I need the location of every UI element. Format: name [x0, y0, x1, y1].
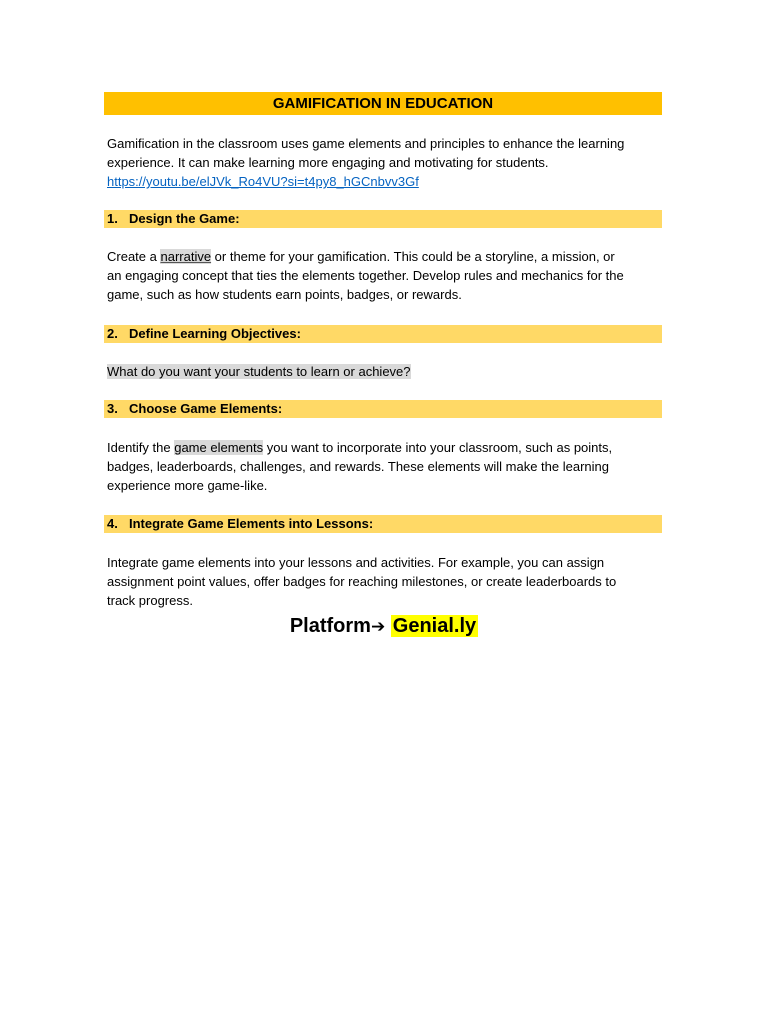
section-number: 3. — [107, 401, 118, 416]
right-arrow-icon: ➔ — [370, 617, 386, 637]
section-3-paragraph — [107, 438, 612, 495]
section-heading-4 — [104, 515, 662, 533]
text-segment: you want to incorporate into your classroom, such as points, — [263, 440, 613, 455]
section-4-paragraph — [107, 553, 616, 610]
section-number: 1. — [107, 211, 118, 226]
highlighted-game-elements: game elements — [174, 440, 264, 455]
paragraph-line — [107, 362, 411, 381]
paragraph-line: badges, leaderboards, challenges, and rewards. These elements will make the learning — [107, 459, 609, 474]
section-title: Choose Game Elements: — [129, 401, 283, 416]
paragraph-line — [107, 438, 612, 457]
document-title-text: GAMIFICATION IN EDUCATION — [272, 95, 494, 112]
platform-label: Platform — [289, 615, 371, 637]
section-title: Design the Game: — [129, 211, 240, 226]
platform-callout — [0, 612, 768, 641]
paragraph-line — [107, 247, 624, 266]
commented-word-narrative: narrative — [160, 249, 212, 264]
document-title — [104, 92, 662, 115]
paragraph-line: experience more game-like. — [107, 478, 268, 493]
text-segment: or theme for your gamification. This could be a storyline, a mission, or — [211, 249, 615, 264]
intro-line: Gamification in the classroom uses game elements and principles to enhance the learning — [107, 136, 625, 151]
paragraph-line: Integrate game elements into your lessons and activities. For example, you can assign — [107, 555, 605, 570]
text-segment: Identify the — [107, 440, 175, 455]
section-heading-2 — [104, 325, 662, 343]
section-number: 2. — [107, 326, 118, 341]
intro-line: experience. It can make learning more engaging and motivating for students. — [107, 155, 549, 170]
platform-name: Genial.ly — [392, 615, 477, 637]
section-1-paragraph — [107, 247, 624, 304]
section-title: Define Learning Objectives: — [129, 326, 301, 341]
paragraph-line: track progress. — [107, 593, 193, 608]
paragraph-line: game, such as how students earn points, badges, or rewards. — [107, 287, 462, 302]
intro-paragraph — [107, 134, 624, 191]
section-2-paragraph — [107, 362, 411, 381]
section-number: 4. — [107, 516, 118, 531]
section-heading-3 — [104, 400, 662, 418]
paragraph-line: assignment point values, offer badges for reaching milestones, or create leaderboards to — [107, 574, 617, 589]
text-segment: Create a — [107, 249, 161, 264]
youtube-link[interactable]: https://youtu.be/elJVk_Ro4VU?si=t4py8_hGCnbvv3Gf — [107, 174, 419, 189]
section-title: Integrate Game Elements into Lessons: — [129, 516, 374, 531]
highlighted-question: What do you want your students to learn or achieve? — [107, 364, 411, 379]
paragraph-line: an engaging concept that ties the elements together. Develop rules and mechanics for the — [107, 268, 624, 283]
section-heading-1 — [104, 210, 662, 228]
